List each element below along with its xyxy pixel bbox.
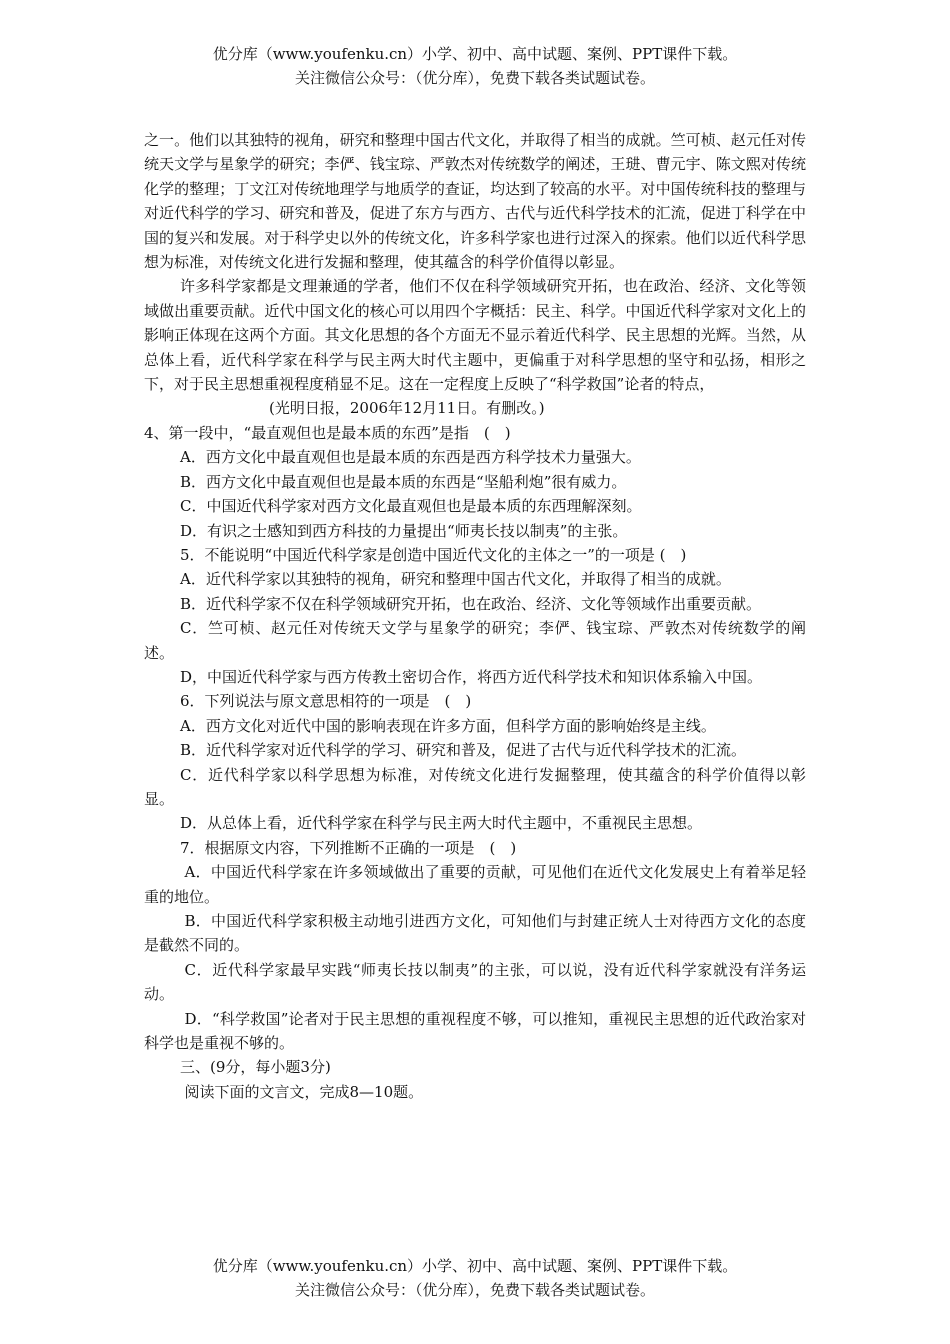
question-7-option-d: D．“科学救国”论者对于民主思想的重视程度不够，可以推知，重视民主思想的近代政治家对科学也是重视不够的。 [144, 1009, 806, 1053]
passage-paragraph-2: 许多科学家都是文理兼通的学者，他们不仅在科学领域研究开拓，也在政治、经济、文化等领域做出重要贡献。近代中国文化的核心可以用四个字概括：民主、科学。中国近代科学家对文化上的影响正体现在这两个方面。其文化思想的各个方面无不显示着近代科学、民主思想的光辉。当然，从总体上看，近代科学家在科学与民主两大时代主题中，更偏重于对科学思想的坚守和弘扬，相形之下，对于民主思想重视程度稍显不足。这在一定程度上反映了“科学救国”论者的特点， [144, 277, 806, 394]
question-4-option-d: D．有识之士感知到西方科技的力量提出“师夷长技以制夷”的主张。 [180, 521, 628, 540]
question-6-option-c: C．近代科学家以科学思想为标准，对传统文化进行发掘整理，使其蕴含的科学价值得以彰显。 [144, 765, 806, 808]
question-6-option-a: A．西方文化对近代中国的影响表现在许多方面，但科学方面的影响始终是主线。 [180, 716, 716, 735]
question-7-option-a: A．中国近代科学家在许多领域做出了重要的贡献，可见他们在近代文化发展史上有着举足轻重的地位。 [144, 863, 806, 906]
question-6-option-b: B．近代科学家对近代科学的学习、研究和普及，促进了古代与近代科学技术的汇流。 [180, 741, 747, 760]
section-3-heading: 三、(9分，每小题3分) [180, 1058, 331, 1077]
header-line-1: 优分库（www.youfenku.cn）小学、初中、高中试题、案例、PPT课件下载。 [212, 45, 738, 63]
header-line-2: 关注微信公众号：（优分库），免费下载各类试题试卷。 [294, 69, 655, 87]
question-4-option-b: B．西方文化中最直观但也是最本质的东西是“坚船利炮”很有威力。 [180, 472, 627, 491]
question-4-option-c: C．中国近代科学家对西方文化最直观但也是最本质的东西理解深刻。 [180, 497, 642, 516]
passage-paragraph-1: 之一。他们以其独特的视角，研究和整理中国古代文化，并取得了相当的成就。竺可桢、赵元任对传统天文学与星象学的研究；李俨、钱宝琮、严敦杰对传统数学的阐述，王琎、曹元宇、陈文熙对传统化学的整理；丁文江对传统地理学与地质学的查证，均达到了较高的水平。对中国传统科技的整理与对近代科学的学习、研究和普及，促进了东方与西方、古代与近代科学技术的汇流，促进丁科学在中国的复兴和发展。对于科学史以外的传统文化，许多科学家也进行过深入的探索。他们以近代科学思想为标准，对传统文化进行发掘和整理，使其蕴含的科学价值得以彰显。 [144, 131, 806, 272]
footer-line-2: 关注微信公众号：（优分库），免费下载各类试题试卷。 [294, 1281, 655, 1299]
question-6-option-d: D．从总体上看，近代科学家在科学与民主两大时代主题中，不重视民主思想。 [180, 814, 703, 833]
footer-line-1: 优分库（www.youfenku.cn）小学、初中、高中试题、案例、PPT课件下载。 [212, 1257, 738, 1275]
section-3-instruction: 阅读下面的文言文，完成8—10题。 [184, 1082, 424, 1101]
question-7-option-c: C．近代科学家最早实践“师夷长技以制夷”的主张，可以说，没有近代科学家就没有洋务运动。 [144, 960, 806, 1004]
question-5-option-c: C．竺可桢、赵元任对传统天文学与星象学的研究；李俨、钱宝琮、严敦杰对传统数学的阐述。 [144, 619, 806, 662]
question-5-option-b: B．近代科学家不仅在科学领域研究开拓，也在政治、经济、文化等领域作出重要贡献。 [180, 594, 762, 613]
question-7-option-b: B．中国近代科学家积极主动地引进西方文化，可知他们与封建正统人士对待西方文化的态度是截然不同的。 [144, 912, 806, 955]
question-5-option-d: D，中国近代科学家与西方传教土密切合作，将西方近代科学技术和知识体系输入中国。 [180, 667, 763, 686]
page-footer [0, 1254, 950, 1302]
question-4-option-a: A．西方文化中最直观但也是最本质的东西是西方科学技术力量强大。 [180, 448, 641, 467]
question-6-stem: 6．下列说法与原文意思相符的一项是 ( ) [180, 692, 472, 711]
question-5-option-a: A．近代科学家以其独特的视角，研究和整理中国古代文化，并取得了相当的成就。 [180, 570, 731, 589]
question-5-stem: 5．不能说明“中国近代科学家是创造中国近代文化的主体之一”的一项是 ( ) [180, 545, 687, 564]
document-body [144, 128, 806, 1104]
question-4-stem: 4、第一段中，“最直观但也是最本质的东西”是指 ( ) [144, 423, 511, 442]
question-7-stem: 7．根据原文内容，下列推断不正确的一项是 ( ) [180, 838, 517, 857]
passage-source: (光明日报，2006年12月11日。有删改。) [269, 399, 545, 418]
page-header [0, 42, 950, 90]
